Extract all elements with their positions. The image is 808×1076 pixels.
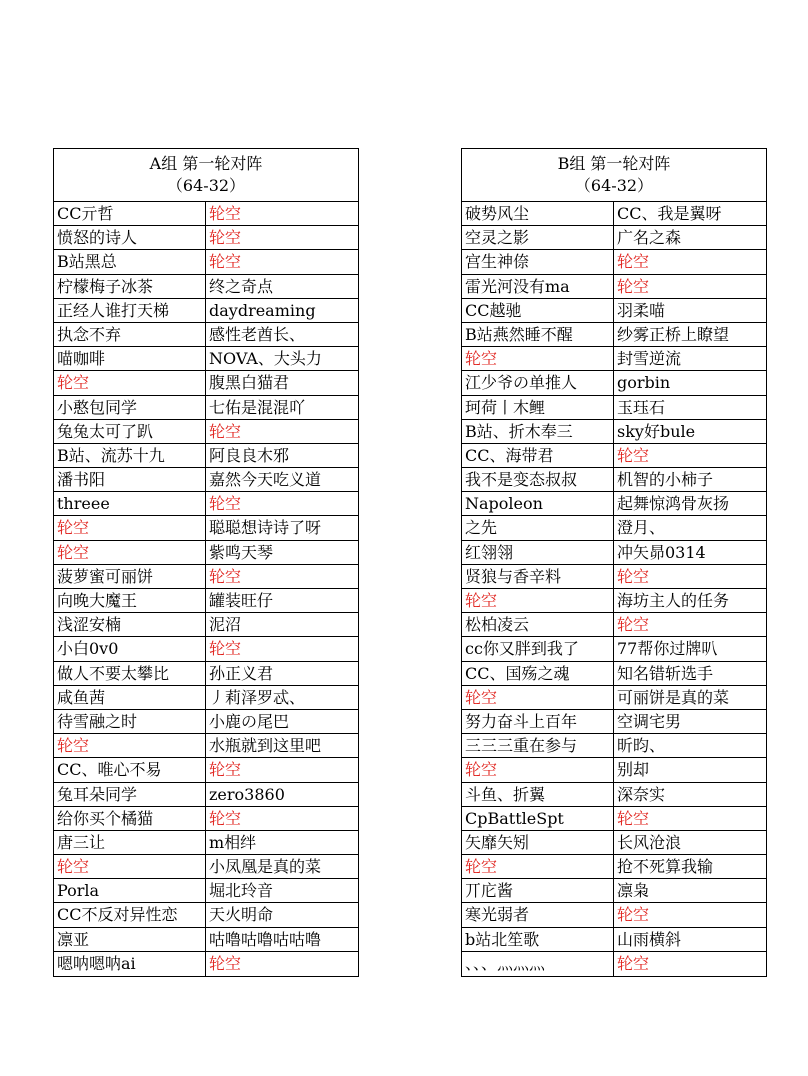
player-left-cell: Porla (54, 879, 206, 902)
player-right-cell: 机智的小柿子 (617, 470, 714, 490)
matchup-row (54, 807, 358, 831)
matchup-row (462, 758, 766, 782)
player-left-cell: 我不是变态叔叔 (462, 468, 614, 491)
player-left-cell: 给你买个橘猫 (54, 807, 206, 830)
matchup-row (462, 928, 766, 952)
player-left-cell: CC越驰 (462, 299, 614, 322)
player-right-cell: 昕昀、 (617, 736, 666, 756)
matchup-row (462, 686, 766, 710)
matchup-row (54, 855, 358, 879)
player-right-cell: CC、我是翼呀 (617, 204, 722, 223)
player-right-cell: 轮空 (209, 494, 242, 514)
matchup-row (54, 613, 358, 637)
player-right-cell: 轮空 (209, 808, 242, 828)
matchup-row (462, 541, 766, 565)
matchup-row (462, 807, 766, 831)
matchup-row (462, 734, 766, 758)
group-b-rows (462, 202, 766, 976)
matchup-row (462, 250, 766, 274)
player-right-cell: 七佑是混混吖 (209, 397, 306, 417)
player-right-cell: 咕噜咕噜咕咕噜 (209, 929, 322, 949)
player-left-cell: B站黑总 (54, 250, 206, 273)
matchup-row (54, 831, 358, 855)
matchup-row (462, 662, 766, 686)
player-right-cell: 别却 (617, 760, 650, 780)
player-right-cell: 泥沼 (209, 615, 242, 635)
player-left-cell: 松柏凌云 (462, 613, 614, 636)
matchup-row (462, 299, 766, 323)
matchup-row (54, 662, 358, 686)
matchup-row (54, 952, 358, 976)
matchup-row (462, 903, 766, 927)
matchup-row (462, 637, 766, 661)
matchup-row (54, 516, 358, 540)
player-right-cell: 轮空 (209, 953, 242, 973)
matchup-row (54, 637, 358, 661)
matchup-row (462, 855, 766, 879)
player-left-cell: 江少爷の单推人 (462, 371, 614, 394)
player-right-cell: 山雨横斜 (617, 929, 682, 949)
player-left-cell: CC不反对异性恋 (54, 903, 206, 926)
player-left-cell: 做人不要太攀比 (54, 662, 206, 685)
player-right-cell: 轮空 (209, 566, 242, 586)
matchup-row (54, 589, 358, 613)
matchup-row (54, 468, 358, 492)
player-right-cell: 轮空 (209, 204, 242, 223)
player-right-cell: 轮空 (617, 276, 650, 296)
player-right-cell: 轮空 (617, 905, 650, 925)
player-left-cell: 丌庀酱 (462, 879, 614, 902)
player-right-cell: 轮空 (617, 808, 650, 828)
player-right-cell: 海坊主人的任务 (617, 591, 730, 610)
group-b-table (461, 148, 767, 977)
matchup-row (54, 371, 358, 395)
player-right-cell: 抢不死算我输 (617, 857, 714, 877)
player-left-cell: 凛亚 (54, 928, 206, 951)
player-right-cell: daydreaming (209, 300, 316, 320)
matchup-row (462, 879, 766, 903)
player-right-cell: 凛枭 (617, 881, 650, 901)
player-left-cell: cc你又胖到我了 (462, 637, 614, 660)
player-left-cell: 斗鱼、折翼 (462, 783, 614, 806)
player-right-cell: 77帮你过牌叭 (617, 639, 718, 659)
player-left-cell: 轮空 (462, 855, 614, 878)
matchup-row (54, 903, 358, 927)
matchup-row (462, 783, 766, 807)
player-right-cell: 孙正义君 (209, 663, 274, 683)
player-left-cell: 空灵之影 (462, 226, 614, 249)
player-left-cell: CC、海带君 (462, 444, 614, 467)
player-right-cell: 冲矢昴0314 (617, 542, 706, 562)
group-a-rows (54, 202, 358, 976)
matchup-row (462, 323, 766, 347)
matchup-row (54, 783, 358, 807)
player-right-cell: 可丽饼是真的菜 (617, 687, 730, 707)
matchup-row (54, 347, 358, 371)
player-left-cell: 轮空 (462, 758, 614, 781)
matchup-row (54, 492, 358, 516)
player-left-cell: 轮空 (54, 541, 206, 564)
player-right-cell: 纱雾正桥上瞭望 (617, 324, 730, 344)
player-left-cell: 红翎翎 (462, 541, 614, 564)
player-left-cell: 小白0v0 (54, 637, 206, 660)
player-left-cell: 正经人谁打天梯 (54, 299, 206, 322)
matchup-row (54, 226, 358, 250)
group-a-table (53, 148, 359, 977)
group-a-title: A组 第一轮对阵 (149, 154, 263, 173)
player-right-cell: zero3860 (209, 784, 285, 804)
matchup-row (462, 226, 766, 250)
player-left-cell: b站北笙歌 (462, 928, 614, 951)
matchup-row (54, 879, 358, 903)
player-right-cell: 空调宅男 (617, 711, 682, 731)
player-right-cell: 感性老酋长、 (209, 324, 306, 344)
matchup-row (54, 734, 358, 758)
player-right-cell: 深奈实 (617, 784, 666, 804)
matchup-row (462, 565, 766, 589)
player-right-cell: 终之奇点 (209, 276, 274, 296)
player-left-cell: CC亓哲 (54, 202, 206, 225)
player-right-cell: 紫鸣天琴 (209, 542, 274, 562)
player-right-cell: 玉珏石 (617, 397, 666, 417)
player-right-cell: 羽柔喵 (617, 300, 666, 320)
group-a-subtitle: （64-32） (166, 176, 246, 195)
player-right-cell: 罐装旺仔 (209, 591, 274, 610)
group-b-title: B组 第一轮对阵 (557, 154, 671, 173)
player-left-cell: 唐三让 (54, 831, 206, 854)
matchup-row (462, 952, 766, 976)
player-left-cell: 待雪融之时 (54, 710, 206, 733)
matchup-row (54, 250, 358, 274)
matchup-row (54, 758, 358, 782)
player-left-cell: 向晚大魔王 (54, 589, 206, 612)
player-left-cell: 轮空 (462, 347, 614, 370)
player-right-cell: 知名错斩选手 (617, 663, 714, 683)
player-left-cell: 嗯呐嗯呐ai (54, 952, 206, 976)
player-left-cell: 三三三重在参与 (462, 734, 614, 757)
matchup-row (462, 420, 766, 444)
matchup-row (462, 275, 766, 299)
player-right-cell: 轮空 (209, 228, 242, 248)
player-right-cell: 轮空 (617, 566, 650, 586)
matchup-row (54, 299, 358, 323)
player-left-cell: 轮空 (54, 516, 206, 539)
matchup-row (54, 275, 358, 299)
player-left-cell: 轮空 (462, 686, 614, 709)
player-right-cell: 广名之森 (617, 228, 682, 248)
player-right-cell: 封雪逆流 (617, 349, 682, 369)
player-left-cell: 愤怒的诗人 (54, 226, 206, 249)
player-right-cell: 轮空 (617, 252, 650, 272)
player-left-cell: 咸鱼茜 (54, 686, 206, 709)
matchup-row (54, 565, 358, 589)
player-left-cell: 珂荷丨木鲤 (462, 396, 614, 419)
player-left-cell: CC、国殇之魂 (462, 662, 614, 685)
player-right-cell: 阿良良木邪 (209, 445, 290, 465)
player-left-cell: 柠檬梅子冰茶 (54, 275, 206, 298)
group-a-header (54, 149, 358, 202)
player-right-cell: 聪聪想诗诗了呀 (209, 518, 322, 538)
player-left-cell: B站、折木奉三 (462, 420, 614, 443)
player-left-cell: 寒光弱者 (462, 903, 614, 926)
player-right-cell: 水瓶就到这里吧 (209, 736, 322, 756)
matchup-row (462, 371, 766, 395)
player-left-cell: 、、、灬灬灬 (462, 952, 614, 976)
player-left-cell: B站燕然睡不醒 (462, 323, 614, 346)
player-right-cell: gorbin (617, 373, 671, 393)
player-right-cell: m相绊 (209, 832, 257, 852)
player-left-cell: 轮空 (54, 855, 206, 878)
matchup-row (462, 396, 766, 420)
matchup-row (54, 323, 358, 347)
player-right-cell: 腹黑白猫君 (209, 373, 290, 393)
player-left-cell: 菠萝蜜可丽饼 (54, 565, 206, 588)
matchup-row (54, 202, 358, 226)
player-left-cell: 执念不弃 (54, 323, 206, 346)
matchup-row (462, 347, 766, 371)
player-right-cell: 轮空 (617, 445, 650, 465)
player-right-cell: sky好bule (617, 421, 696, 441)
matchup-row (462, 613, 766, 637)
player-right-cell: 丿莉泽罗忒、 (209, 687, 306, 707)
matchup-row (462, 589, 766, 613)
player-left-cell: threee (54, 492, 206, 515)
player-right-cell: 起舞惊鸿骨灰扬 (617, 494, 730, 514)
matchup-row (54, 710, 358, 734)
player-left-cell: B站、流苏十九 (54, 444, 206, 467)
group-b-header (462, 149, 766, 202)
matchup-row (462, 468, 766, 492)
player-left-cell: 轮空 (462, 589, 614, 612)
player-right-cell: 小鹿の尾巴 (209, 711, 290, 731)
player-right-cell: 轮空 (209, 252, 242, 272)
player-right-cell: 堀北玲音 (209, 881, 274, 901)
player-left-cell: CpBattleSpt (462, 807, 614, 830)
player-left-cell: 宫生神倷 (462, 250, 614, 273)
player-left-cell: 努力奋斗上百年 (462, 710, 614, 733)
player-left-cell: 喵咖啡 (54, 347, 206, 370)
player-right-cell: 轮空 (209, 760, 242, 780)
player-left-cell: 浅涩安楠 (54, 613, 206, 636)
player-right-cell: 轮空 (209, 639, 242, 659)
matchup-row (462, 202, 766, 226)
player-left-cell: 贤狼与香辛料 (462, 565, 614, 588)
player-left-cell: 兔耳朵同学 (54, 783, 206, 806)
matchup-row (54, 541, 358, 565)
player-left-cell: 之先 (462, 516, 614, 539)
player-left-cell: Napoleon (462, 492, 614, 515)
player-left-cell: 雷光河没有ma (462, 275, 614, 298)
matchup-row (462, 831, 766, 855)
matchup-row (462, 516, 766, 540)
player-right-cell: 天火明命 (209, 905, 274, 925)
player-left-cell: 小憨包同学 (54, 396, 206, 419)
player-right-cell: 轮空 (617, 615, 650, 635)
matchup-row (462, 710, 766, 734)
player-left-cell: CC、唯心不易 (54, 758, 206, 781)
player-left-cell: 轮空 (54, 734, 206, 757)
player-right-cell: 小凤凰是真的菜 (209, 857, 322, 877)
matchup-row (54, 928, 358, 952)
matchup-row (54, 444, 358, 468)
player-right-cell: 轮空 (209, 421, 242, 441)
player-right-cell: 轮空 (617, 953, 650, 973)
player-right-cell: 澄月、 (617, 518, 666, 538)
player-left-cell: 破势风尘 (462, 202, 614, 225)
player-left-cell: 轮空 (54, 371, 206, 394)
matchup-row (54, 396, 358, 420)
matchup-row (54, 686, 358, 710)
player-right-cell: 嘉然今天吃义道 (209, 470, 322, 490)
matchup-row (462, 444, 766, 468)
player-left-cell: 潘书阳 (54, 468, 206, 491)
player-left-cell: 矢靡矢矧 (462, 831, 614, 854)
player-left-cell: 兔兔太可了趴 (54, 420, 206, 443)
group-b-subtitle: （64-32） (574, 176, 654, 195)
player-right-cell: 长风沧浪 (617, 832, 682, 852)
matchup-row (54, 420, 358, 444)
player-right-cell: NOVA、大头力 (209, 349, 322, 369)
matchup-row (462, 492, 766, 516)
